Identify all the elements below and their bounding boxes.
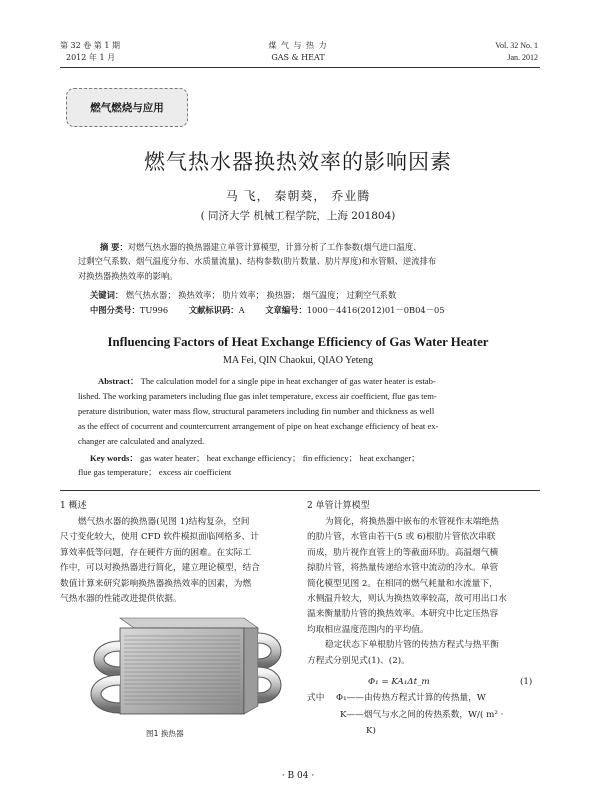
section2-line: 为简化，将换热器中嵌布的水管视作末端绝热 xyxy=(325,517,499,527)
heat-exchanger-figure xyxy=(82,610,282,722)
section2-line: 简化模型见图 2。在相同的燃气耗量和水流量下， xyxy=(307,578,498,589)
paper-title-en: Influencing Factors of Heat Exchange Efficiency of Gas Water Heater xyxy=(107,335,489,349)
abstract-cn-line: 对换热器换热效率的影响。 xyxy=(78,270,178,281)
authors-cn: 马 飞， 秦朝葵， 乔业腾 xyxy=(225,189,371,203)
abstract-en-line: as the effect of cocurrent and countercurrent arrangement of pipe on heat exchange efficiency of heat ex- xyxy=(78,420,439,431)
section1-line: 数值计算来研究影响换热器换热效率的因素，为燃 xyxy=(60,578,252,589)
section2-line: 掠肋片管，将热量传递给水管中流动的冷水。单管 xyxy=(307,563,499,574)
section1-line: 燃气热水器的换热器(见图 1)结构复杂，空间 xyxy=(78,517,250,527)
journal-date: 2012 年 1 月 xyxy=(66,53,116,62)
abstract-cn-label: 摘 要： xyxy=(100,242,128,252)
abstract-cn-line: 对燃气热水器的换热器建立单管计算模型，计算分析了工作参数(烟气进口温度、 xyxy=(127,242,422,252)
section2-line: 的肋片管，水管由若干(5 或 6)根肋片管依次串联 xyxy=(307,532,496,543)
abstract-en-line: lished. The working parameters including flue gas inlet temperature, excess air coefficient, flue gas tem- xyxy=(78,390,437,401)
figure1-caption: 图1 换热器 xyxy=(146,729,184,738)
section1-line: 作中，可以对换热器进行简化，建立理论模型，结合 xyxy=(60,563,260,574)
section2-line: 而成，肋片视作直管上的等截面环肋。高温烟气横 xyxy=(307,547,499,558)
section2-line: 稳定状态下单根肋片管的传热方程式与热平衡 xyxy=(325,640,499,651)
section1-line: 算效率低等问题，存在硬件方面的困难。在实际工 xyxy=(60,547,252,558)
abstract-en-line: changer are calculated and analyzed. xyxy=(78,435,205,446)
section2-line: 温来衡量肋片管的换热效率。本研究中比定压热容 xyxy=(307,609,499,620)
abstract-rule xyxy=(60,490,540,491)
section2-line: 水侧温升较大，则认为换热效率较高，故可用出口水 xyxy=(307,594,507,605)
abstract-en-line: The calculation model for a single pipe in heat exchanger of gas water heater is estab- xyxy=(140,376,436,386)
journal-vol-en: Vol. 32 No. 1 xyxy=(495,41,538,50)
symbol-definition: Φ₁——由传热方程式计算的传热量，W xyxy=(336,693,486,703)
abstract-en xyxy=(78,374,524,449)
doc-code-label: 文献标识码： xyxy=(188,305,239,315)
keywords-cn-text: 燃气热水器； 换热效率； 肋片效率； 换热器； 烟气温度； 过剩空气系数 xyxy=(125,290,397,300)
column-tag-text: 燃气燃烧与应用 xyxy=(90,102,164,114)
abstract-cn-line: 过剩空气系数、烟气温度分布、水质量流量)、结构参数(肋片数量、肋片厚度)和水管顺、逆流排布 xyxy=(78,256,437,267)
keywords-en-line: gas water heater； heat exchange efficiency； fin efficiency； heat exchanger； xyxy=(140,453,420,463)
section2-heading: 2 单管计算模型 xyxy=(307,501,370,511)
authors-en: MA Fei, QIN Chaokui, QIAO Yeteng xyxy=(223,355,373,366)
clc-value: TU996 xyxy=(139,305,169,315)
clc-label: 中图分类号： xyxy=(90,305,140,315)
abstract-en-line: perature distribution, water mass flow, structural parameters including fin number and thickness as well xyxy=(78,405,435,416)
page-number: · B 04 · xyxy=(281,771,315,781)
journal-name-cn: 煤 气 与 热 力 xyxy=(268,41,328,50)
equation-1-number: (1) xyxy=(520,677,533,687)
section1-body xyxy=(60,515,292,607)
journal-date-en: Jan. 2012 xyxy=(507,53,538,62)
symbol-definition: K——烟气与水之间的传热系数，W/( m² · xyxy=(340,710,504,720)
article-no-label: 文章编号： xyxy=(265,305,307,315)
keywords-en-label: Key words： xyxy=(90,453,138,463)
where-label: 式中 xyxy=(307,693,325,703)
section2-line: 方程式分别见式(1)、(2)。 xyxy=(307,655,410,666)
section1-line: 气热水器的性能改进提供依据。 xyxy=(60,594,182,605)
abstract-cn xyxy=(78,240,524,283)
journal-volume: 第 32 卷 第 1 期 xyxy=(60,41,120,50)
article-no-value: 1000－4416(2012)01－0B04－05 xyxy=(306,305,445,315)
header-rule xyxy=(60,67,540,68)
section2-line: 均取相应温度范围内的平均值。 xyxy=(307,624,429,635)
doc-code-value: A xyxy=(238,305,245,315)
equation-1: Φ₁ = KA₁Δt_m xyxy=(368,677,430,687)
section1-heading: 1 概述 xyxy=(60,501,87,511)
keywords-en xyxy=(78,451,524,480)
abstract-en-label: Abstract： xyxy=(98,376,139,386)
paper-title-cn: 燃气热水器换热效率的影响因素 xyxy=(144,150,452,174)
keywords-en-line: flue gas temperature； excess air coefficient xyxy=(78,467,232,478)
section1-line: 尺寸变化较大，使用 CFD 软件模拟面临网格多、计 xyxy=(60,532,259,543)
classification-line xyxy=(90,304,530,316)
journal-name-en: GAS & HEAT xyxy=(271,53,325,62)
column-tag-badge xyxy=(66,88,188,127)
keywords-cn xyxy=(90,289,530,301)
symbol-definition: K) xyxy=(366,726,376,736)
section2-body xyxy=(307,515,539,669)
keywords-cn-label: 关键词： xyxy=(90,290,124,300)
affiliation-cn: ( 同济大学 机械工程学院，上海 201804) xyxy=(200,210,396,222)
